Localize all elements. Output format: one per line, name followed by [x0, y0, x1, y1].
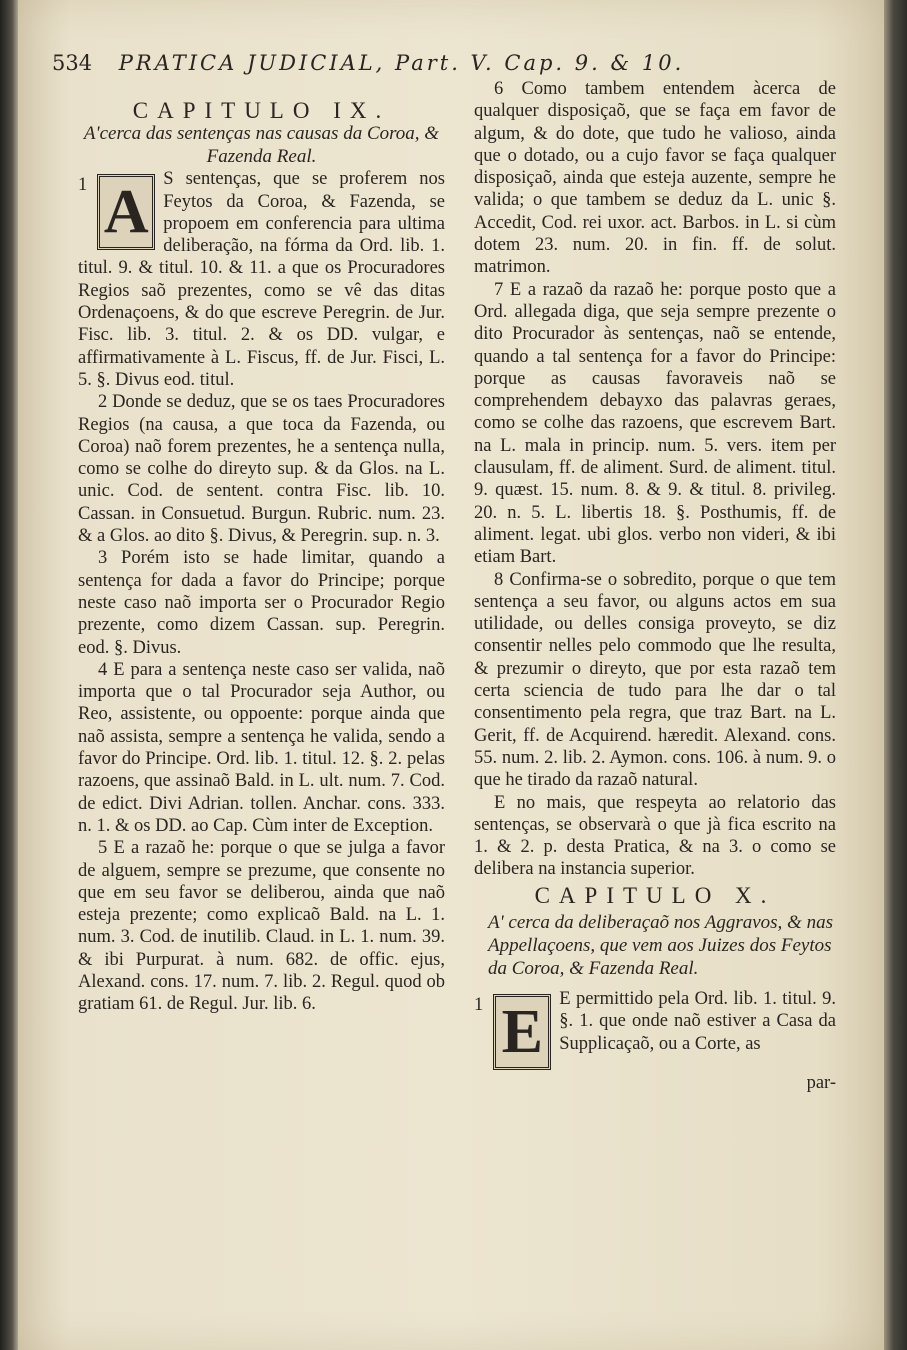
paragraph-6: 6 Como tambem entendem àcerca de qualquer disposiçaõ, que se faça em favor de algum, & do dote, que tudo he valioso, ainda que o dotado, ou a cujo favor se faça qualquer disposiçaõ, ainda que esteja auzente, sempre he valida; o que tambem se deduz da L. unic §. Accedit, Cod. rei uxor. act. Barbos. in L. si cùm dotem 23. num. 20. in fin. ff. de solut. matrimon.	[474, 79, 836, 278]
paragraph-3: 3 Porém isto se hade limitar, quando a sentença for dada a favor do Principe; porque neste caso naõ importa ser o Procurador Regio prezente, como dizem Cassan. sup. Peregrin. eod. §. Divus.	[78, 548, 445, 658]
paragraph-5: 5 E a razaõ he: porque o que se julga a favor de alguem, sempre se prezume, que consente no que em seu favor se deliberou, ainda que naõ esteja prezente; como explicaõ Bald. na L. 1. num. 3. Cod. de inutilib. Claud. in L. 1. num. 39. & ibi Purpurat. à num. 682. de offic. ejus, Alexand. cons. 17. num. 7. lib. 2. Regul. quod ob gratiam 61. de Regul. Jur. lib. 6.	[78, 838, 445, 1015]
ornamental-initial: A	[97, 174, 155, 250]
paragraph-number: 1	[474, 994, 484, 1015]
paragraph-8: 8 Confirma-se o sobredito, porque o que tem sentença a seu favor, ou alguns actos em sua utilidade, ou delles consiga proveyto, se diz consentir nelles pelo commodo que lhe resulta, & prezumir o direyto, que por esta razaõ tem certa sciencia de tudo para lhe dar o tal consentimento pela regra, que traz Bart. na L. Gerit, ff. de Acquirend. hæredit. Alexand. cons. 55. num. 2. lib. 2. Aymon. cons. 106. à num. 9. o que he tirado da razaõ natural.	[474, 569, 836, 791]
running-head	[52, 50, 852, 76]
paragraph-text: S sentenças, que se proferem nos Feytos da Coroa, & Fazenda, se propoem em conferencia para ultima deliberação, na fórma da Ord. lib. 1. titul. 9. & titul. 10. & 11. a que os Procuradores Regios saõ prezentes, como se vê das ditas Ordenaçoens, & do que escreve Peregrin. de Jur. Fisc. lib. 3. titul. 2. & os DD. vulgar, e affirmativamente à L. Fiscus, ff. de Jur. Fisci, L. 5. §. Divus eod. titul.	[78, 169, 445, 390]
paragraph-text: E permittido pela Ord. lib. 1. titul. 9. §. 1. que onde naõ estiver a Casa da Supplicaçaõ, ou a Corte, as	[559, 988, 836, 1054]
chapter-subtitle-ix: A'cerca das sentenças nas causas da Coroa, & Fazenda Real.	[83, 123, 440, 168]
book-binding	[0, 0, 20, 1350]
paragraph-1	[78, 168, 445, 391]
running-title: PRATICA JUDICIAL, Part. V. Cap. 9. & 10.	[118, 51, 685, 75]
catchword: par-	[806, 1072, 836, 1093]
paragraph-4: 4 E para a sentença neste caso ser valida, naõ importa que o tal Procurador seja Author, ou Reo, assistente, ou oppoente: porque ainda que naõ assista, sempre a sentença he valida, sendo a favor do Principe. Ord. lib. 1. titul. 12. §. 2. pelas razoens, que assinaõ Bald. in L. ult. num. 7. Cod. de edict. Divi Adrian. tollen. Anchar. cons. 333. n. 1. & os DD. ao Cap. Cùm inter de Exception.	[78, 659, 445, 836]
paragraph-number: 1	[78, 175, 88, 196]
page-edge	[884, 0, 907, 1350]
paragraph-7: 7 E a razaõ da razaõ he: porque posto que a Ord. allegada diga, que seja sempre prezente o dito Procurador às sentenças, naõ se entende, quando a tal sentença for a favor do Principe: porque as causas favoraveis naõ se comprehendem debayxo das palavras geraes, como se colhe das razoens, que escrevem Bart. na L. mala in princip. num. 5. vers. item per clausulam, ff. de aliment. Surd. de aliment. titul. 9. quæst. 15. num. 8. & 9. & titul. 8. privileg. 20. n. 5. L. libertis 18. §. Posthumis, ff. de aliment. legat. ubi glos. verbo non videri, & ibi etiam Bart.	[474, 279, 836, 568]
left-column	[78, 100, 445, 1016]
ornamental-initial: E	[493, 994, 551, 1070]
paragraph-9: E no mais, que respeyta ao relatorio das sentenças, se observarà o que jà fica escrito na 1. & 2. p. desta Pratica, & na 3. o como se delibera na instancia superior.	[474, 792, 836, 880]
chapter-heading-x: CAPITULO X.	[534, 882, 776, 908]
page-number: 534	[52, 51, 93, 75]
right-column	[474, 78, 836, 1094]
chapter-subtitle-x: A' cerca da deliberaçaõ nos Aggravos, & nas Appellaçoens, que vem aos Juizes dos Feytos da Coroa, & Fazenda Real.	[488, 911, 833, 979]
chapter-heading-ix: CAPITULO IX.	[132, 98, 391, 123]
paragraph-2: 2 Donde se deduz, que se os taes Procuradores Regios (na causa, a que toca da Fazenda, ou Coroa) naõ forem prezentes, he a sentença nulla, como se colhe do direyto sup. & da Glos. na L. unic. Cod. de sentent. contra Fisc. lib. 10. Cassan. in Consuetud. Burgun. Rubric. num. 23. & a Glos. ao dito §. Divus, & Peregrin. sup. n. 3.	[78, 392, 445, 547]
paragraph-10	[474, 988, 836, 1072]
